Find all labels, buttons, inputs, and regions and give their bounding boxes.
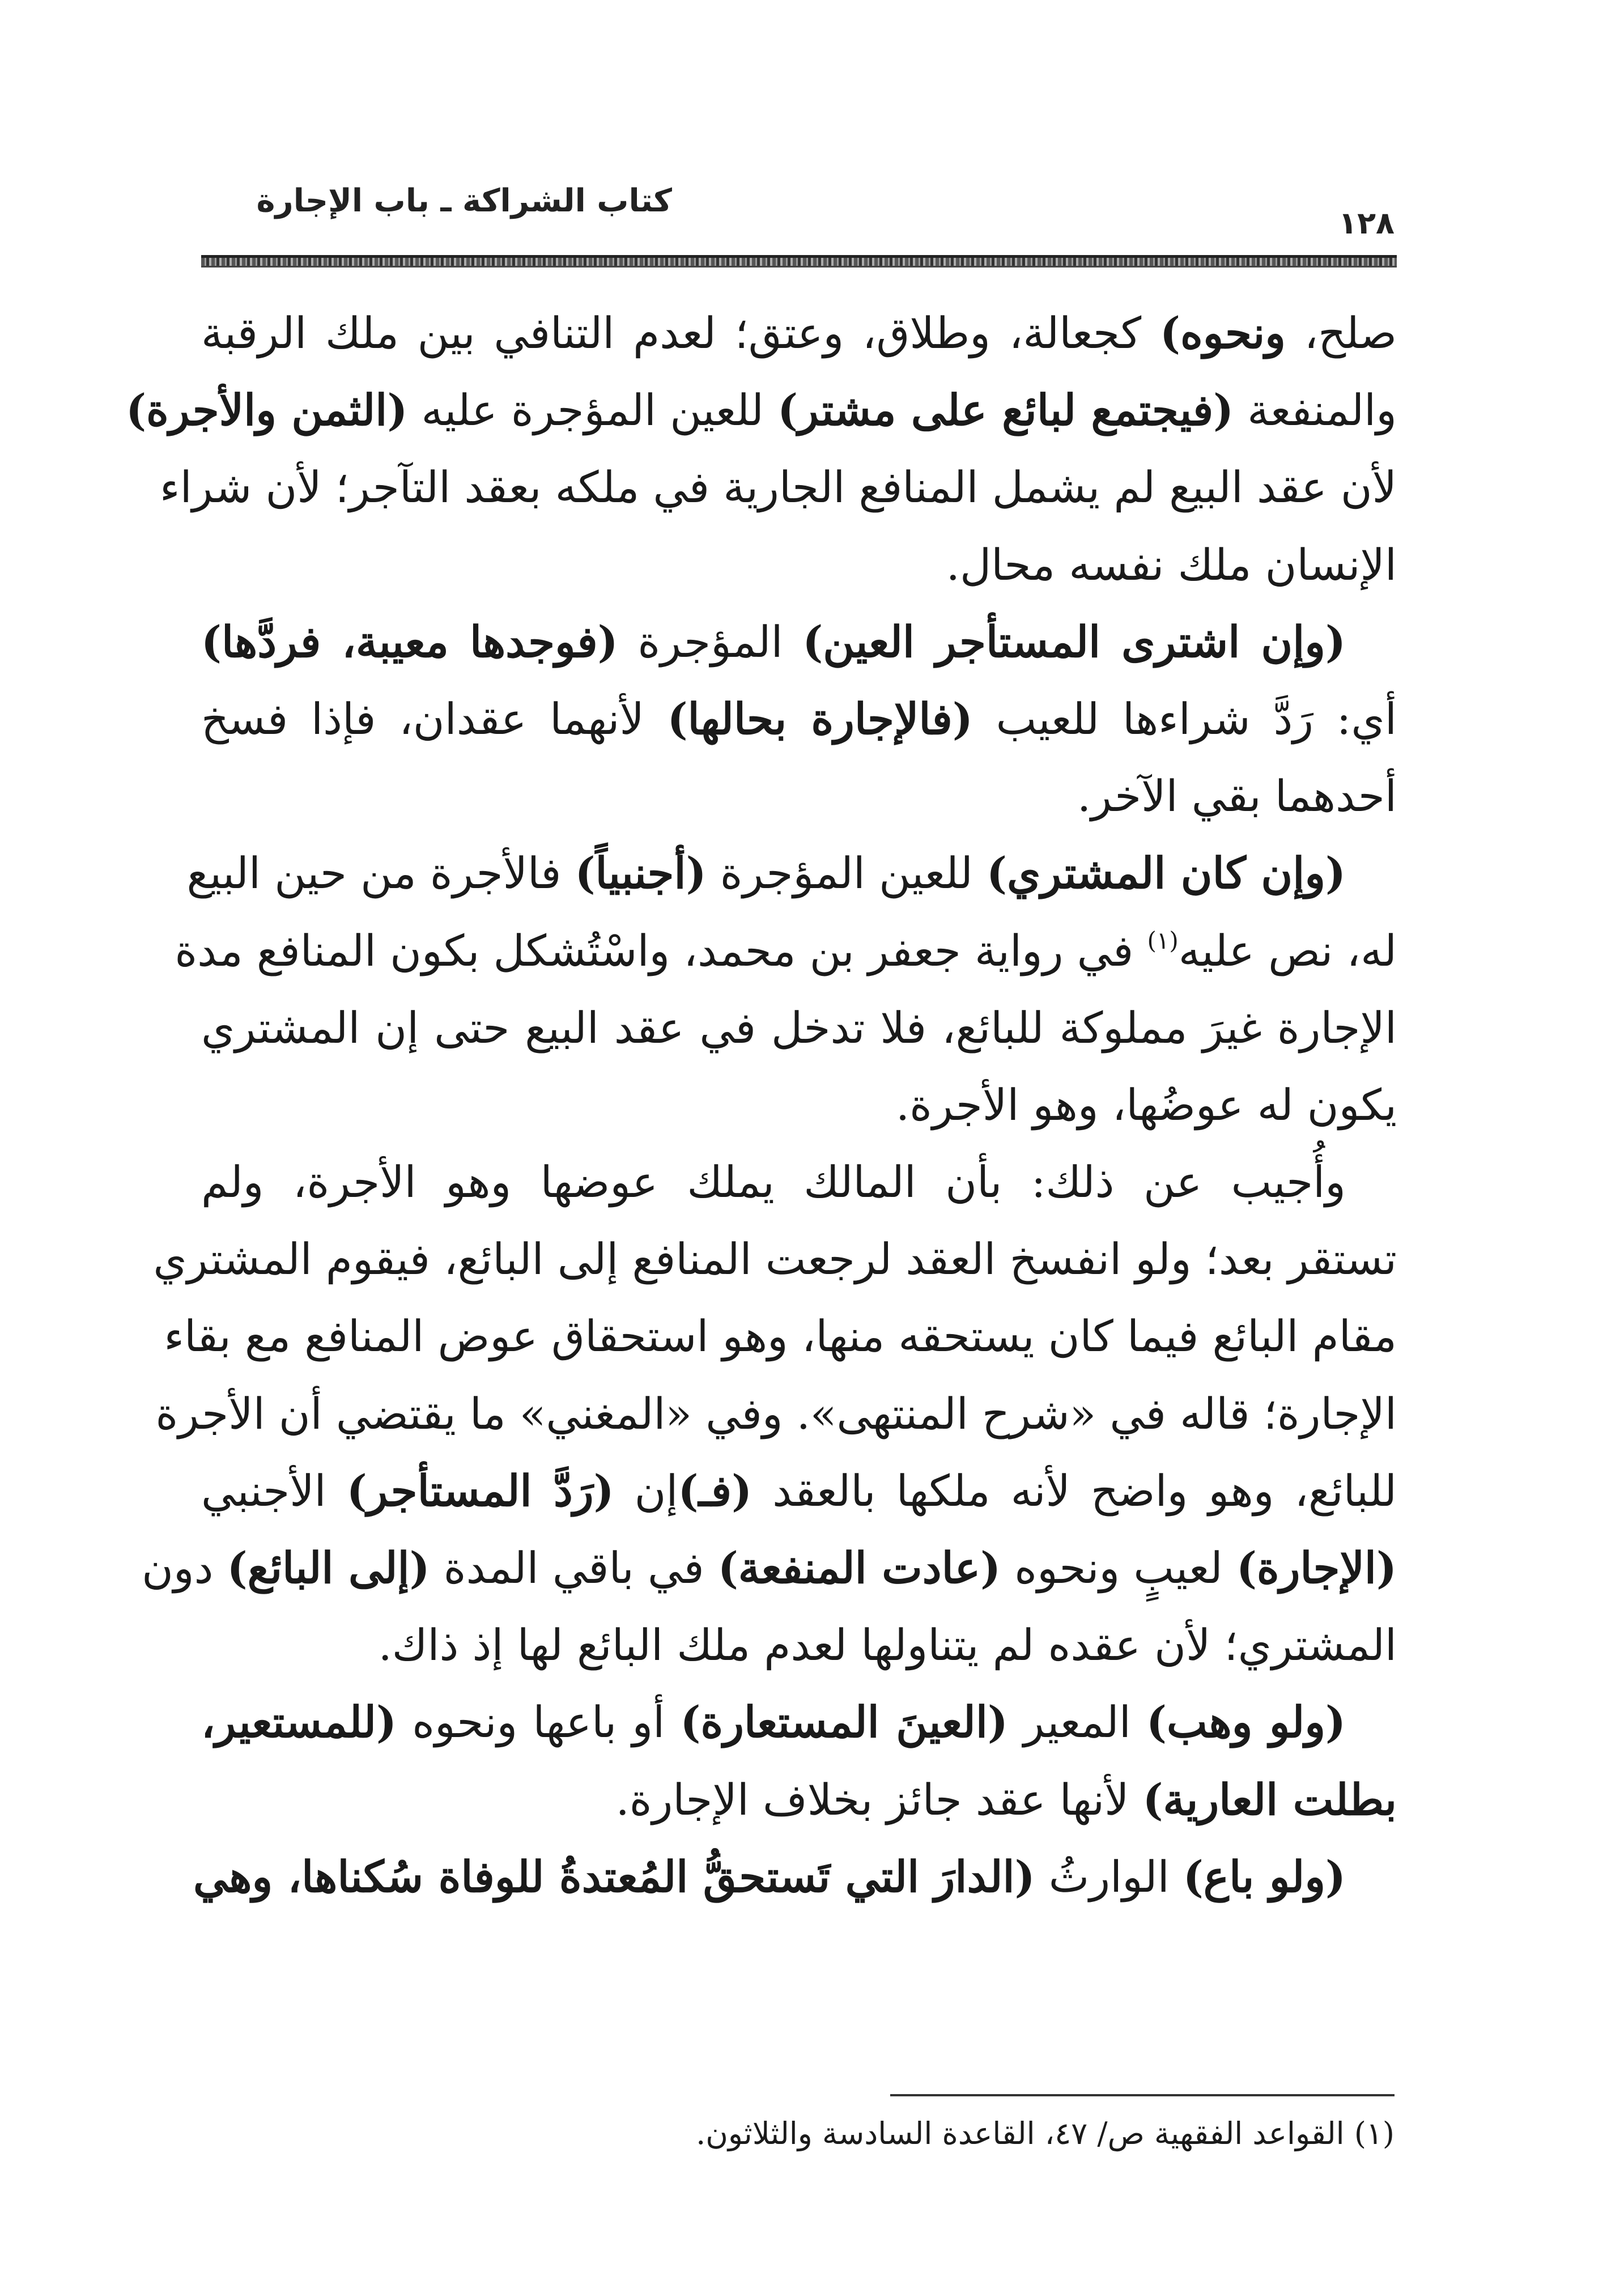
text-span: والمنفعة — [1234, 385, 1397, 436]
header-rule — [201, 255, 1397, 267]
text-line — [201, 1684, 1397, 1761]
text-span: دون — [142, 1543, 227, 1593]
text-span: صلح، — [1285, 308, 1397, 358]
text-span: مقام البائع فيما كان يستحقه منها، وهو استحقاق عوض المنافع مع بقاء — [164, 1311, 1397, 1362]
footnote-rule — [890, 2094, 1395, 2096]
text-span: لأنها عقد جائز بخلاف الإجارة. — [615, 1774, 1143, 1825]
text-span: أو باعها ونحوه — [397, 1697, 681, 1748]
text-span: كجعالة، وطلاق، وعتق؛ لعدم التنافي بين ملك الرقبة — [201, 308, 1160, 358]
bold-text: (للمستعير، — [201, 1697, 397, 1748]
text-span: الوارثُ — [1035, 1851, 1183, 1902]
running-title: كتاب الشراكة ـ باب الإجارة — [256, 182, 672, 219]
text-span: إن — [614, 1465, 678, 1516]
text-span: لأنهما عقدان، فإذا فسخ — [201, 693, 668, 744]
text-line — [201, 681, 1397, 758]
text-span: المشتري؛ لأن عقده لم يتناولها لعدم ملك البائع لها إذ ذاك. — [378, 1620, 1397, 1671]
bold-text: (وإن كان المشتري) — [987, 848, 1346, 899]
bold-text: (الإجارة) — [1236, 1543, 1397, 1593]
bold-text: (رَدَّ المستأجر) — [346, 1465, 614, 1516]
text-span: المعير — [1007, 1697, 1147, 1748]
text-line — [164, 1298, 1397, 1375]
text-span: لأن عقد البيع لم يشمل المنافع الجارية في ملكه بعقد التآجر؛ لأن شراء — [159, 462, 1397, 513]
text-line — [201, 758, 1397, 835]
text-line — [201, 1607, 1397, 1684]
text-line — [193, 1838, 1397, 1916]
text-span: للعين المؤجرة عليه — [407, 385, 778, 436]
text-line — [201, 295, 1397, 372]
text-span: أي: رَدَّ شراءها للعيب — [972, 693, 1397, 744]
bold-text: (فوجدها معيبة، فردَّها) — [201, 616, 618, 667]
text-span: للبائع، وهو واضح لأنه ملكها بالعقد — [752, 1465, 1397, 1516]
text-line — [201, 1067, 1397, 1144]
text-span: الإنسان ملك نفسه محال. — [946, 539, 1397, 590]
footnote: (١) القواعد الفقهية ص/ ٤٧، القاعدة السادسة والثلاثون. — [696, 2116, 1395, 2151]
text-line — [201, 1761, 1397, 1838]
bold-text: (وإن اشترى المستأجر العين) — [802, 616, 1346, 667]
bold-text: (العينَ المستعارة) — [680, 1697, 1008, 1748]
text-span: يكون له عوضُها، وهو الأجرة. — [896, 1079, 1397, 1130]
text-line — [201, 1453, 1397, 1530]
footnote-marker[interactable]: (١) — [1147, 926, 1179, 954]
page-number: ١٢٨ — [1338, 205, 1395, 241]
text-span: الإجارة غيرَ مملوكة للبائع، فلا تدخل في عقد البيع حتى إن المشتري — [201, 1002, 1397, 1053]
bold-text: (عادت المنفعة) — [717, 1543, 1001, 1593]
text-span: في رواية جعفر بن محمد، واسْتُشكل بكون المنافع مدة — [175, 925, 1147, 976]
text-span: وأُجيب عن ذلك: بأن المالك يملك عوضها وهو الأجرة، ولم — [201, 1157, 1346, 1208]
text-line — [142, 1530, 1397, 1607]
bold-text: (فـ) — [678, 1465, 753, 1516]
text-span: فالأجرة من حين البيع — [186, 848, 575, 899]
text-line — [155, 1375, 1397, 1453]
bold-text: (فيجتمع لبائع على مشتر) — [777, 385, 1234, 436]
text-span: أحدهما بقي الآخر. — [1077, 771, 1397, 822]
text-line — [201, 604, 1397, 681]
bold-text: (الدارَ التي تَستحقُّ المُعتدةُ للوفاة سُكناها، وهي — [193, 1851, 1035, 1902]
bold-text: (إلى البائع) — [227, 1543, 430, 1593]
bold-text: (أجنبياً) — [575, 848, 707, 899]
body-text — [126, 295, 1397, 1916]
text-line — [159, 449, 1397, 526]
text-span: الأجنبي — [201, 1465, 347, 1516]
bold-text: بطلت العارية) — [1142, 1774, 1397, 1825]
text-span: المؤجرة — [618, 616, 803, 667]
bold-text: (الثمن والأجرة) — [126, 385, 408, 436]
text-line — [175, 912, 1397, 990]
text-line — [201, 990, 1397, 1067]
text-line — [201, 526, 1397, 604]
bold-text: (فالإجارة بحالها) — [667, 693, 973, 744]
text-span: في باقي المدة — [430, 1543, 718, 1593]
bold-text: (ولو باع) — [1183, 1851, 1346, 1902]
text-span: تستقر بعد؛ ولو انفسخ العقد لرجعت المنافع إلى البائع، فيقوم المشتري — [153, 1234, 1397, 1285]
text-span: للعين المؤجرة — [706, 848, 987, 899]
bold-text: ونحوه) — [1159, 308, 1286, 358]
bold-text: (ولو وهب) — [1146, 1697, 1346, 1748]
text-line — [186, 835, 1397, 912]
text-line — [153, 1221, 1397, 1298]
text-line — [126, 372, 1397, 449]
text-line — [201, 1144, 1397, 1221]
text-span: الإجارة؛ قاله في «شرح المنتهى». وفي «المغني» ما يقتضي أن الأجرة — [155, 1388, 1397, 1439]
text-span: لعيبٍ ونحوه — [1001, 1543, 1236, 1593]
text-span: له، نص عليه — [1178, 925, 1397, 976]
